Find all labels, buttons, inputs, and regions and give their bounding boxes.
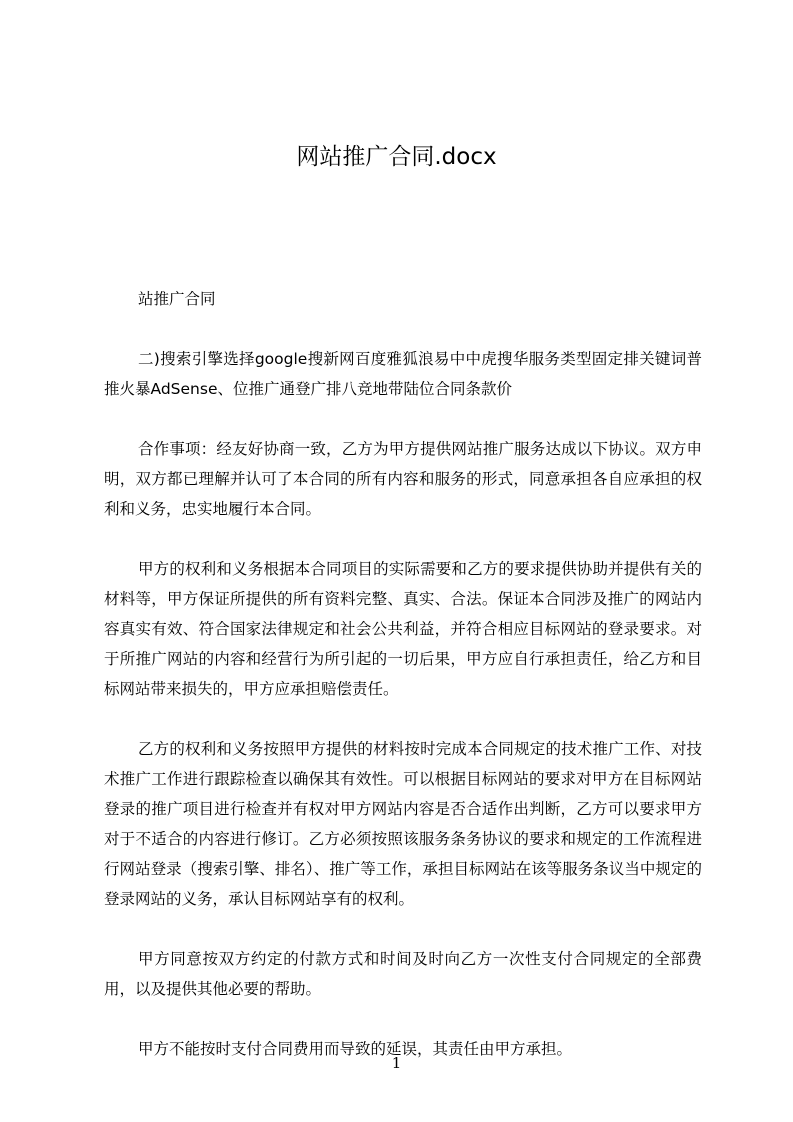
paragraph-delay: 甲方不能按时支付合同费用而导致的延误，其责任由甲方承担。 <box>138 1040 573 1058</box>
paragraph-party-a-rights: 甲方的权利和义务根据本合同项目的实际需要和乙方的要求提供协助并提供有关的材料等，甲方保证所提供的所有资料完整、真实、合法。保证本合同涉及推广的网站内容真实有效、符合国家法律规定和社会公共利益，并符合相应目标网站的登录要求。对于所推广网站的内容和经营行为所引起的一切后果，甲方应自行承担责任，给乙方和目标网站带来损失的，甲方应承担赔偿责任。 <box>104 560 702 698</box>
document-body <box>104 284 702 1064</box>
paragraph-payment: 甲方同意按双方约定的付款方式和时间及时向乙方一次性支付合同规定的全部费用，以及提供其他必要的帮助。 <box>104 950 702 998</box>
paragraph-search-engines: 二)搜索引擎选择google搜新网百度雅狐浪易中中虎搜华服务类型固定排关键词普推火暴AdSense、位推广通登广排八竞地带陆位合同条款价 <box>104 350 702 398</box>
page-number: 1 <box>391 1054 402 1072</box>
document-title: 网站推广合同.docx <box>296 144 497 170</box>
paragraph-cooperation: 合作事项：经友好协商一致，乙方为甲方提供网站推广服务达成以下协议。双方申明，双方都已理解并认可了本合同的所有内容和服务的形式，同意承担各自应承担的权利和义务，忠实地履行本合同。 <box>104 440 702 518</box>
paragraph-heading: 站推广合同 <box>138 290 216 308</box>
paragraph-party-b-rights: 乙方的权利和义务按照甲方提供的材料按时完成本合同规定的技术推广工作、对技术推广工作进行跟踪检查以确保其有效性。可以根据目标网站的要求对甲方在目标网站登录的推广项目进行检查并有权对甲方网站内容是否合适作出判断，乙方可以要求甲方对于不适合的内容进行修订。乙方必须按照该服务条务协议的要求和规定的工作流程进行网站登录（搜索引擎、排名）、推广等工作，承担目标网站在该等服务条议当中规定的登录网站的义务，承认目标网站享有的权利。 <box>104 740 702 908</box>
